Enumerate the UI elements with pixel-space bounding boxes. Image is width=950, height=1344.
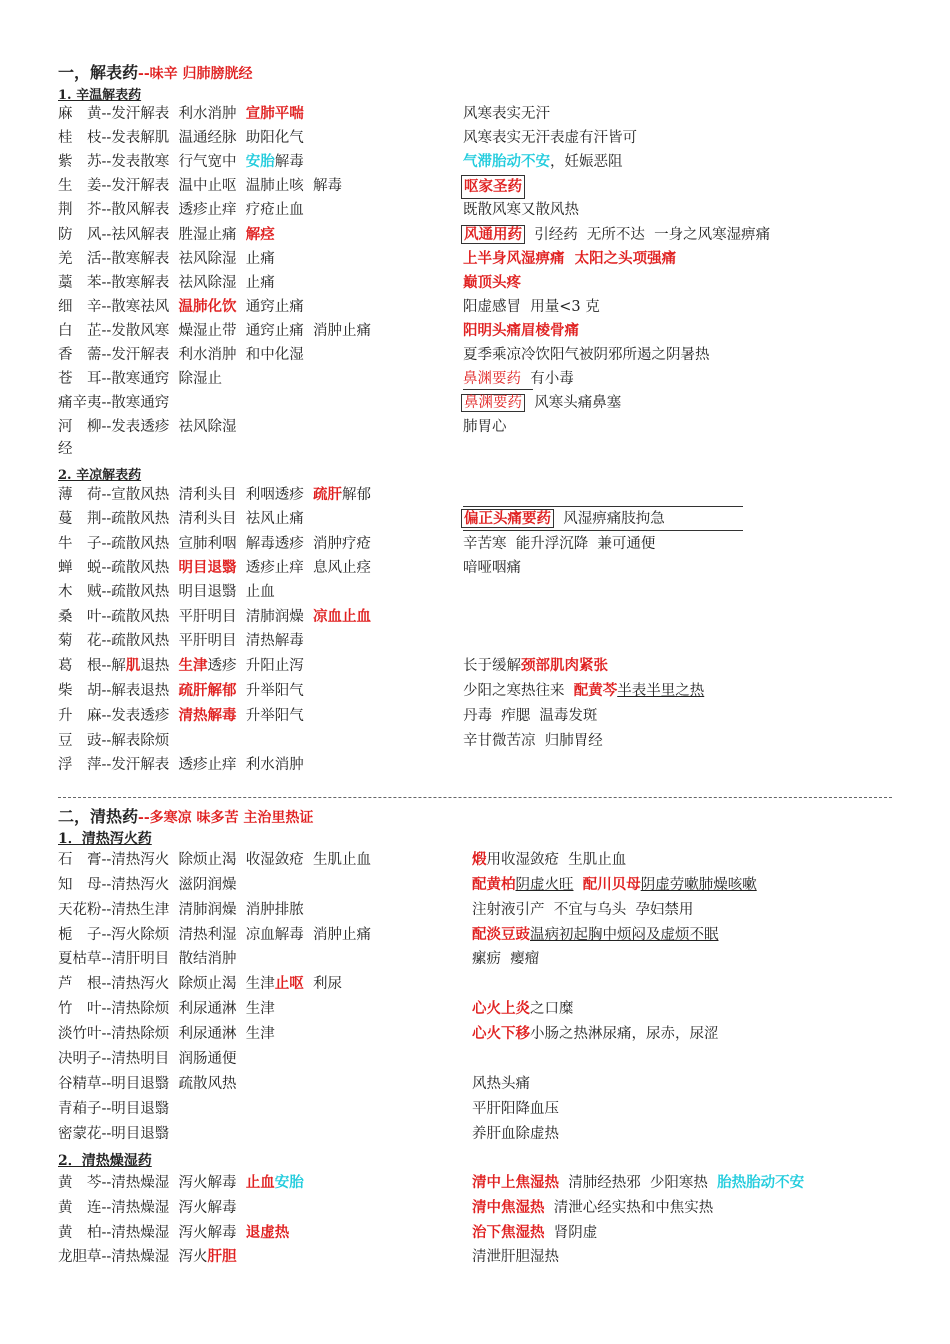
subsection-2-2-title: 2．清热燥湿药 <box>58 1153 152 1169</box>
table-rule-top <box>463 506 743 507</box>
document-page: 一，解表药--味辛 归肺膀胱经 1. 辛温解表药 麻 黄--发汗解表 利水消肿 宣肺平喘 风寒表实无汗 桂 枝--发表解肌 温通经脉 助阳化气 风寒表实无汗表虚有汗皆可 紫 苏--发表散寒 行气宽中 安胎解毒 气滞胎动不安，妊娠恶阻 生 姜--发汗解表 温中止呕 温肺止咳 解毒 呕家圣药 荆 芥--散风解表 透疹止痒 疗疮止血 既散风寒又散风热 防 风--祛风解表 胜湿止痛 解痉 风通用药 引经药 无所不达 一身之风寒湿痹痛 羌 活--散寒解表 祛风除湿 止痛 上半身风湿痹痛 太阳之头项强痛 藁 苯--散寒解表 祛风除湿 止痛 巅顶头疼 细 辛--散寒祛风 温肺化饮 通窍止痛 阳虚感冒 用量<3 克 白 芷--发散风寒 燥湿止带 通窍止痛 消肿止痛 阳明头痛眉棱骨痛 香 薷--发汗解表 利水消肿 和中化湿 夏季乘凉冷饮阳气被阴邪所遏之阴暑热 苍 耳--散寒通窍 除湿止 鼻渊要药 有小毒 痛辛夷--散寒通窍 鼻渊要药 风寒头痛鼻塞 河 柳--发表透疹 祛风除湿 肺胃心 经 2. 辛凉解表药 薄 荷--宣散风热 清利头目 利咽透疹 疏肝解郁 蔓 荆--疏散风热 清利头目 祛风止痛 偏正头痛要药 风湿痹痛肢拘急 牛 子--疏散风热 宣肺利咽 解毒透疹 消肿疗疮 辛苦寒 能升浮沉降 兼可通便 蝉 蜕--疏散风热 明目退翳 透疹止痒 息风止痉 喑哑咽痛 木 贼--疏散风热 明目退翳 止血 桑 叶--疏散风热 平肝明目 清肺润燥 凉血止血 菊 花--疏散风热 平肝明目 清热解毒 葛 根--解肌退热 生津透疹 升阳止泻 长于缓解颈部肌肉紧张 柴 胡--解表退热 疏肝解郁 升举阳气 少阳之寒热往来 配黄芩半表半里之热 升 麻--发表透疹 清热解毒 升举阳气 丹毒 痄腮 温毒发斑 豆 豉--解表除烦 辛甘微苦凉 归肺胃经 浮 萍--发汗解表 透疹止痒 利水消肿 二，清热药--多寒凉 味多苦 主治里热证 1．清热泻火药 石 膏--清热泻火 除烦止渴 收湿敛疮 生肌止血 煅用收湿敛疮 生肌止血 知 母--清热泻火 滋阴润燥 配黄柏阴虚火旺 配川贝母阴虚劳嗽肺燥咳嗽 天花粉--清热生津 清肺润燥 消肿排脓 注射液引产 不宜与乌头 孕妇禁用 栀 子--泻火除烦 清热利湿 凉血解毒 消肿止痛 配淡豆豉温病初起胸中烦闷及虚烦不眠 夏枯草--清肝明目 散结消肿 瘰疬 瘿瘤 芦 根--清热泻火 除烦止渴 生津止呕 利尿 竹 叶--清热除烦 利尿通淋 生津 心火上炎之口糜 淡竹叶--清热除烦 利尿通淋 生津 心火下移小肠之热淋尿痛，尿赤，尿涩 决明子--清热明目 润肠通便 谷精草--明目退翳 疏散风热 风热头痛 青葙子--明目退翳 平肝阳降血压 密蒙花--明目退翳 养肝血除虚热 2．清热燥湿药 黄 芩--清热燥湿 泻火解毒 止血安胎 清中上焦湿热 清肺经热邪 少阳寒热 胎热胎动不安 黄 连--清热燥湿 泻火解毒 清中焦湿热 清泄心经实热和中焦实热 黄 柏--清热燥湿 泻火解毒 退虚热 治下焦湿热 肾阴虚 龙胆草--清热燥湿 泻火肝胆 清泄肝胆湿热 <box>0 0 950 1344</box>
section-divider <box>58 797 892 798</box>
section-1-title: 一，解表药--味辛 归肺膀胱经 <box>58 63 253 82</box>
subsection-1-1-title: 1. 辛温解表药 <box>58 88 142 103</box>
subsection-1-2-title: 2. 辛凉解表药 <box>58 468 142 483</box>
table-rule-bottom <box>463 530 743 531</box>
underline-rule <box>463 389 533 390</box>
section-2-title: 二，清热药--多寒凉 味多苦 主治里热证 <box>58 807 314 826</box>
subsection-2-1-title: 1．清热泻火药 <box>58 831 152 847</box>
